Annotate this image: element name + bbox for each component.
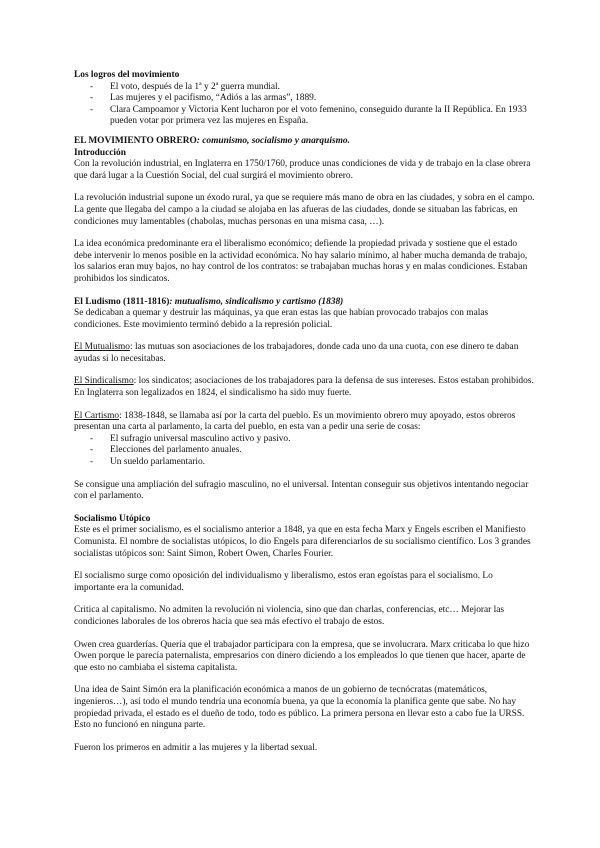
cartismo-paragraph (74, 411, 535, 434)
sindicalismo-text: : los sindicatos; asociaciones de los trabajadores para la defensa de sus intereses. Estos estaban prohibidos. En Inglaterra son legalizados en 1824, el sindicalismo ha sido muy fuerte. (74, 376, 534, 399)
movimiento-heading-sub: : comunismo, socialismo y anarquismo. (196, 135, 350, 146)
list-item: - Clara Campoamor y Victoria Kent lucharon por el voto femenino, conseguido durante la II República. En 1933 pueden votar por primera vez las mujeres en España. (74, 105, 535, 128)
ludismo-heading (74, 297, 535, 309)
paragraph: Se dedicaban a quemar y destruir las máquinas, ya que eran estas las que habían provocado trabajos con malas condiciones. Este movimiento terminó debido a la represión policial. (74, 308, 489, 330)
list-item: - Elecciones del parlamento anuales. (74, 445, 535, 457)
logros-heading: Los logros del movimiento (74, 70, 180, 80)
logros-list (74, 82, 535, 128)
cartismo-term: El Cartismo (74, 410, 120, 421)
paragraph: La revolución industrial supone un éxodo rural, ya que se requiere más mano de obra en las ciudades, y sobra en el campo. La gente que llegaba del campo a la ciudad se alojaba en las afueras de las ciudades, donde se situaban las fabricas, en condiciones muy lamentables (chabolas, muchas personas en una misma casa, …). (74, 193, 535, 227)
movimiento-heading-main: EL MOVIMIENTO OBRERO (74, 135, 197, 146)
paragraph: Critica al capitalismo. No admiten la revolución ni violencia, sino que dan charlas, conferencias, etc… Mejorar las condiciones laborales de los obreros hacia que sea más efectivo el trabajo de estos. (74, 605, 505, 627)
paragraph: Se consigue una ampliación del sufragio masculino, no el universal. Intentan conseguir sus objetivos intentando negociar con el parlamento. (74, 479, 529, 502)
mutualismo-text: : las mutuas son asociaciones de los trabajadores, donde cada uno da una cuota, con ese dinero te daban ayudas si lo necesitabas. (74, 342, 519, 364)
ludismo-heading-sub: : mutualismo, sindicalismo y cartismo (1838) (169, 296, 344, 307)
utopico-heading: Socialismo Utópico (74, 513, 151, 524)
mutualismo-term: El Mutualismo (74, 342, 130, 353)
cartismo-demands-list (74, 434, 535, 469)
movimiento-heading (74, 136, 535, 148)
paragraph: La idea económica predominante era el liberalismo económico; defiende la propiedad privada y sostiene que el estado debe intervenir lo menos posible en la actividad económica. No hay salario mínimo, al haber mucha demanda de trabajo, los salarios eran muy bajos, no hay control de los contratos: se trabajaban muchas horas y en malas condiciones. Estaban prohibidos los sindicatos. (74, 239, 528, 284)
introduccion-heading: Introducción (74, 147, 126, 158)
paragraph: Con la revolución industrial, en Inglaterra en 1750/1760, produce unas condiciones de vida y de trabajo en la clase obrera que dará lugar a la Cuestión Social, del cual surgirá el movimiento obrero. (74, 159, 531, 181)
sindicalismo-paragraph (74, 376, 535, 399)
list-item: - Las mujeres y el pacifismo, “Adiós a las armas”, 1889. (74, 93, 535, 105)
list-item: - El voto, después de la 1ª y 2ª guerra mundial. (74, 82, 535, 94)
paragraph: El socialismo surge como oposición del individualismo y liberalismo, estos eran egoístas para el socialismo. Lo importante era la comunidad. (74, 571, 493, 593)
list-item: - El sufragio universal masculino activo y pasivo. (74, 434, 535, 446)
ludismo-heading-main: El Ludismo (1811-1816) (74, 296, 170, 307)
paragraph: Una idea de Saint Simón era la planificación económica a manos de un gobierno de tecnócratas (matemáticos, ingenieros…), así todo el mundo tendría una economía buena, ya que la economía la planifica gente que sabe. No hay propiedad privada, el estado es el dueño de todo, todo es público. La primera persona en llevar esto a cabo fue la URSS. Esto no funcionó en ninguna parte. (74, 685, 525, 731)
paragraph: Este es el primer socialismo, es el socialismo anterior a 1848, ya que en esta fecha Marx y Engels escriben el Manifiesto Comunista. El nombre de socialistas utópicos, lo dio Engels para diferenciarlos de su socialismo científico. Los 3 grandes socialistas utópicos son: Saint Simon, Robert Owen, Charles Fourier. (74, 525, 531, 559)
paragraph: Owen crea guarderías. Quería que el trabajador participara con la empresa, que se involucrara. Marx criticaba lo que hizo Owen porque le parecía paternalista, empresarios con dinero diciendo a los empleados lo que tienen que hacer, aparte de que esto no cambiaba el sistema capitalista. (74, 639, 530, 673)
mutualismo-paragraph (74, 342, 535, 365)
cartismo-text: : 1838-1848, se llamaba así por la carta del pueblo. Es un movimiento obrero muy apoyado, estos obreros presentan una carta al parlamento, la carta del pueblo, en esta van a pedir una serie de cosas: (74, 410, 516, 433)
paragraph: Fueron los primeros en admitir a las mujeres y la libertad sexual. (74, 742, 318, 753)
sindicalismo-term: El Sindicalismo (74, 376, 134, 387)
list-item: - Un sueldo parlamentario. (74, 457, 535, 469)
